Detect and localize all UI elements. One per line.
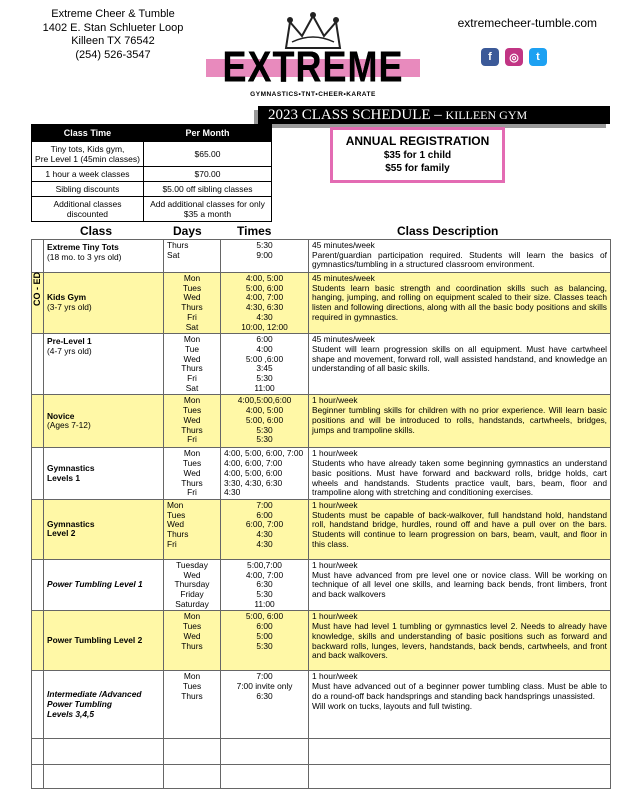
- pricing-cell: $65.00: [143, 142, 271, 167]
- class-name: Intermediate /Advanced Power Tumbling Levels 3,4,5: [47, 689, 142, 719]
- empty-cell: [32, 765, 44, 789]
- gym-name: Extreme Cheer & Tumble: [51, 8, 175, 20]
- registration-family: $55 for family: [385, 163, 450, 174]
- pricing-header: Class Time: [32, 125, 144, 142]
- empty-cell: [309, 765, 611, 789]
- banner-title: 2023 CLASS SCHEDULE –: [268, 107, 446, 123]
- class-name-cell: [44, 240, 164, 273]
- registration-box: [330, 127, 505, 183]
- pricing-table: [31, 124, 272, 222]
- pricing-cell: 1 hour a week classes: [32, 167, 144, 182]
- row-side-cell: [32, 671, 44, 739]
- class-name: Gymnastics Level 2: [47, 518, 95, 539]
- empty-cell: [221, 765, 309, 789]
- class-name: Power Tumbling Level 1: [47, 579, 143, 590]
- empty-cell: [32, 739, 44, 765]
- schedule-table: [31, 239, 611, 789]
- registration-title: ANNUAL REGISTRATION: [345, 134, 490, 148]
- row-side-cell: [32, 334, 44, 395]
- schedule-row: [32, 559, 611, 611]
- class-times: 5:00, 6:00 6:00 5:00 5:30: [221, 611, 309, 671]
- schedule-banner: [258, 106, 610, 124]
- row-side-cell: [32, 395, 44, 448]
- social-icons: [481, 48, 547, 66]
- empty-cell: [309, 739, 611, 765]
- class-days: Mon Tues Wed Thurs Fri: [164, 395, 221, 448]
- logo-word: EXTREME: [222, 41, 404, 91]
- class-description: 1 hour/week Beginner tumbling skills for children with no prior experience. Will learn basic positions and will be introduced to rolls, handstands, cartwheels, bridges, jumps and trampoline skills.: [309, 395, 611, 448]
- class-description: 45 minutes/week Parent/guardian participation required. Students will learn the basics of gymnastics/tumbling in a structured classroom environment.: [309, 240, 611, 273]
- class-times: 4:00,5:00,6:00 4:00, 5:00 5:00, 6:00 5:30 5:30: [221, 395, 309, 448]
- gym-phone: (254) 526-3547: [75, 48, 151, 61]
- class-description: 1 hour/week Must have advanced from pre level one or novice class. Will be working on technique of all level one skills, and learning back bends, front limbers, front and back walkovers: [309, 559, 611, 611]
- registration-child: $35 for 1 child: [383, 150, 452, 161]
- col-header-times: Times: [237, 224, 272, 238]
- class-days: Mon Tue Wed Thurs Fri Sat: [164, 334, 221, 395]
- col-header-days: Days: [173, 224, 202, 238]
- pricing-cell: Tiny tots, Kids gym, Pre Level 1 (45min classes): [32, 142, 144, 167]
- row-side-cell: [32, 499, 44, 559]
- gym-city: Killeen TX 76542: [71, 35, 155, 47]
- class-description: 1 hour/week Must have advanced out of a beginner power tumbling class. Must be able to do a round-off back handsprings and standing back handsprings unassisted. Will work on tucks, layouts and full twisting.: [309, 671, 611, 739]
- pricing-row: [32, 182, 272, 197]
- class-times: 6:00 4:00 5:00 ,6:00 3:45 5:30 11:00: [221, 334, 309, 395]
- class-name-cell: [44, 448, 164, 500]
- class-days: Mon Tues Wed Thurs: [164, 611, 221, 671]
- schedule-row: [32, 499, 611, 559]
- pricing-cell: Sibling discounts: [32, 182, 144, 197]
- class-name: Novice: [47, 410, 75, 421]
- class-times: 4:00, 5:00, 6:00, 7:00 4:00, 6:00, 7:00 4:00, 5:00, 6:00 3:30, 4:30, 6:30 4:30: [221, 448, 309, 500]
- schedule-row: [32, 448, 611, 500]
- facebook-icon[interactable]: f: [481, 48, 499, 66]
- schedule-row: [32, 611, 611, 671]
- empty-cell: [44, 765, 164, 789]
- col-header-class: Class: [80, 224, 113, 238]
- class-age: (Ages 7-12): [47, 420, 91, 431]
- class-name-cell: [44, 611, 164, 671]
- schedule-row: [32, 273, 611, 334]
- class-age: (18 mo. to 3 yrs old): [47, 251, 122, 262]
- row-side-cell: [32, 448, 44, 500]
- class-description: 1 hour/week Students who have already taken some beginning gymnastics an understand basic positions. Must have forward and backward rolls, bridge holds, cart wheels and handstands. Students practice vault, bars, beam, floor and trampoline along with stretching and conditioning exercises.: [309, 448, 611, 500]
- class-days: Mon Tues Wed Thurs Fri: [164, 499, 221, 559]
- class-times: 4:00, 5:00 5:00, 6:00 4:00, 7:00 4:30, 6:30 4:30 10:00, 12:00: [221, 273, 309, 334]
- class-name-cell: [44, 334, 164, 395]
- row-side-cell: [32, 611, 44, 671]
- gym-address: [8, 8, 218, 62]
- logo-tagline: GYMNASTICS•TNT•CHEER•KARATE: [250, 91, 376, 98]
- pricing-row: [32, 167, 272, 182]
- class-description: 45 minutes/week Students learn basic strength and coordination skills such as balancing, hanging, jumping, and rolling on equipment scaled to their size. Classes teach listen and following directions, along with all the basic body positions and skills required in gymnastics.: [309, 273, 611, 334]
- class-age: (4-7 yrs old): [47, 345, 92, 356]
- coed-label: CO - ED: [32, 271, 43, 307]
- pricing-cell: $70.00: [143, 167, 271, 182]
- class-name: Extreme Tiny Tots: [47, 242, 119, 252]
- instagram-icon[interactable]: ◎: [505, 48, 523, 66]
- class-name: Gymnastics Levels 1: [47, 462, 95, 483]
- empty-row: [32, 739, 611, 765]
- class-days: Mon Tues Wed Thurs Fri Sat: [164, 273, 221, 334]
- banner-gym: KILLEEN GYM: [445, 108, 528, 122]
- schedule-row: [32, 671, 611, 739]
- pricing-cell: $5.00 off sibling classes: [143, 182, 271, 197]
- class-days: Mon Tues Thurs: [164, 671, 221, 739]
- class-description: 45 minutes/week Student will learn progression skills on all equipment. Must have cartwheel shape and movement, forward roll, wall assisted handstand, and knowledge an understanding of all basic skills.: [309, 334, 611, 395]
- schedule-row: [32, 334, 611, 395]
- class-name: Kids Gym: [47, 292, 87, 303]
- empty-cell: [164, 765, 221, 789]
- col-header-description: Class Description: [397, 224, 499, 238]
- class-name-cell: [44, 671, 164, 739]
- schedule-row: [32, 395, 611, 448]
- pricing-row: [32, 197, 272, 222]
- empty-cell: [44, 739, 164, 765]
- pricing-header: Per Month: [143, 125, 271, 142]
- class-times: 7:00 7:00 invite only 6:30: [221, 671, 309, 739]
- class-name-cell: [44, 273, 164, 334]
- class-name: Power Tumbling Level 2: [47, 635, 143, 646]
- class-days: Mon Tues Wed Thurs Fri: [164, 448, 221, 500]
- class-age: (3-7 yrs old): [47, 302, 92, 313]
- gym-street: 1402 E. Stan Schlueter Loop: [42, 21, 184, 34]
- website-link[interactable]: extremecheer-tumble.com: [457, 16, 597, 30]
- extreme-logo: [202, 12, 424, 102]
- class-name: Pre-Level 1: [47, 336, 92, 347]
- empty-cell: [164, 739, 221, 765]
- class-times: 5:00,7:00 4:00, 7:00 6:30 5:30 11:00: [221, 559, 309, 611]
- empty-row: [32, 765, 611, 789]
- empty-cell: [221, 739, 309, 765]
- class-name-cell: [44, 499, 164, 559]
- class-name-cell: [44, 559, 164, 611]
- class-name-cell: [44, 395, 164, 448]
- class-description: 1 hour/week Must have had level 1 tumbling or gymnastics level 2. Needs to already have knowledge, skills and understanding of basic positions such as forward and backward rolls, lunges, levers, handstands, back bends, cartwheels, and front and back walkovers.: [309, 611, 611, 671]
- pricing-row: [32, 142, 272, 167]
- class-description: 1 hour/week Students must be capable of back-walkover, full handstand hold, handstand roll, handstand bridge, hurdles, round off and have a pull over on the bars. Students will continue to learn progression on bars, beam, vault, and floor in this class.: [309, 499, 611, 559]
- class-days: Tuesday Wed Thursday Friday Saturday: [164, 559, 221, 611]
- row-side-cell: [32, 559, 44, 611]
- schedule-row: [32, 240, 611, 273]
- pricing-cell: Add additional classes for only $35 a month: [143, 197, 271, 222]
- class-days: Thurs Sat: [164, 240, 221, 273]
- class-times: 5:30 9:00: [221, 240, 309, 273]
- twitter-icon[interactable]: t: [529, 48, 547, 66]
- pricing-cell: Additional classes discounted: [32, 197, 144, 222]
- class-times: 7:00 6:00 6:00, 7:00 4:30 4:30: [221, 499, 309, 559]
